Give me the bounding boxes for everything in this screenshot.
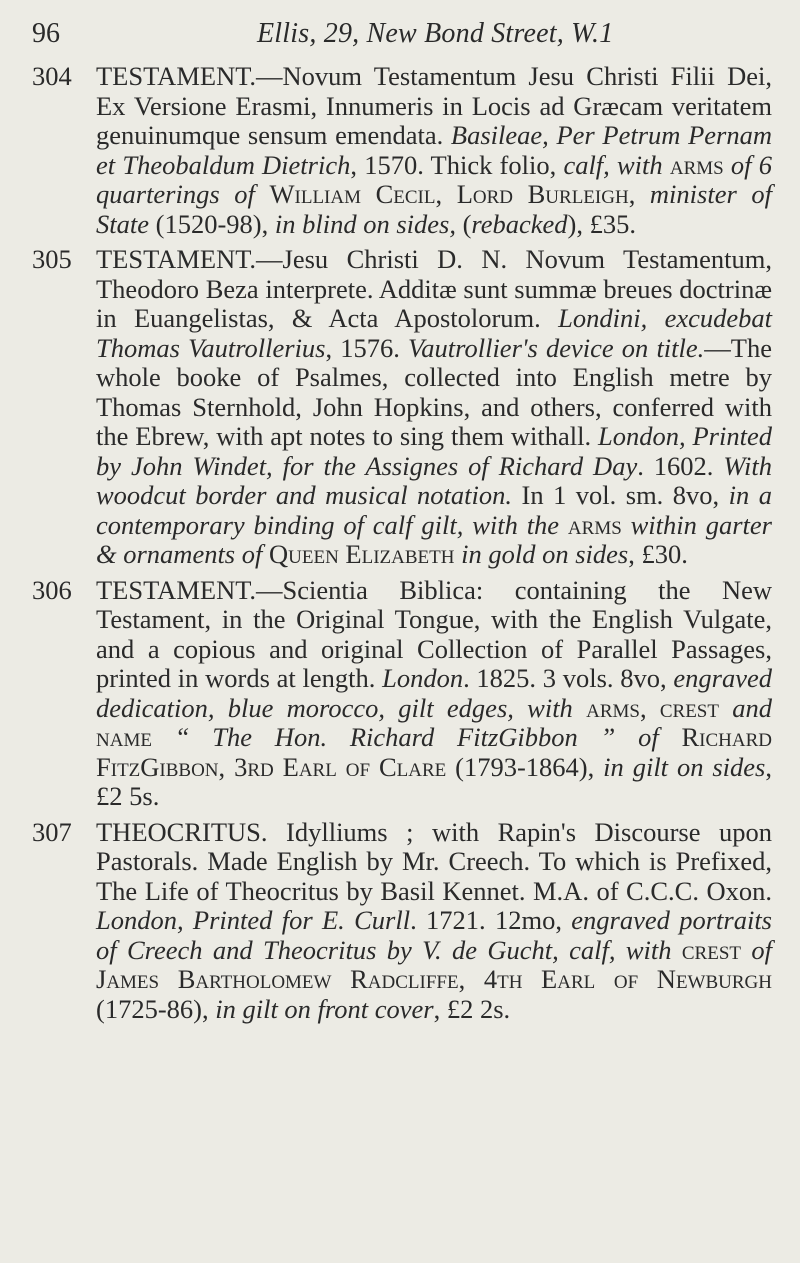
entry-description <box>96 245 772 570</box>
catalogue-entry <box>32 576 772 812</box>
description-segment: London <box>382 663 464 693</box>
description-segment: James Bartholomew Radcliffe, 4th Earl of Newburgh <box>96 964 772 994</box>
description-segment: , £2 2s. <box>433 993 511 1024</box>
description-segment: of 6 quarterings of <box>96 149 772 209</box>
description-segment: (1793-1864), <box>446 751 604 782</box>
description-segment: in gilt on front cover <box>215 993 434 1024</box>
lot-number: 304 <box>32 61 72 91</box>
description-segment: of <box>741 934 772 965</box>
description-segment: TESTAMENT.—Scientia Biblica: containing the New Testament, in the Original Tongue, with the English Vulgate, and a copious and original Collection of Parallel Passages, printed in words at length. <box>96 574 772 693</box>
page-number: 96 <box>32 18 60 49</box>
description-segment: . 1825. 3 vols. 8vo, <box>463 663 674 693</box>
description-segment: With woodcut border and musical notation. <box>96 450 772 510</box>
description-segment: London, Printed for E. Curll <box>96 905 411 935</box>
description-segment: within garter & ornaments of <box>96 509 772 569</box>
entry-description <box>96 576 772 812</box>
description-segment: in gold on sides <box>454 539 629 569</box>
description-segment: Basileae, Per Petrum Pernam et Theobaldum Dietrich <box>96 120 772 180</box>
description-segment: ), £35. <box>567 208 636 239</box>
description-segment: engraved portraits of Creech and Theocritus by V. de Gucht, calf, with <box>96 905 772 965</box>
catalogue-entries <box>32 62 772 1030</box>
description-segment: engraved dedication, blue morocco, gilt edges, with <box>96 663 772 723</box>
description-segment: THEOCRITUS. Idylliums ; with Rapin's Discourse upon Pastorals. Made English by Mr. Creech. To which is Prefixed, The Life of Theocritus by Basil Kennet. M.A. of C.C.C. Oxon. <box>96 816 772 906</box>
entry-description <box>96 62 772 239</box>
description-segment: Richard FitzGibbon, 3rd Earl of Clare <box>96 722 772 782</box>
description-segment: arms <box>669 149 724 180</box>
description-segment: in gilt on sides <box>603 751 766 782</box>
page-header <box>32 14 760 54</box>
description-segment: arms <box>567 509 622 540</box>
description-segment: “ The Hon. Richard FitzGibbon ” of <box>151 722 682 752</box>
lot-number: 306 <box>32 574 72 605</box>
description-segment: London, Printed by John Windet, for the Assignes of Richard Day <box>96 421 772 481</box>
description-segment: crest <box>681 934 741 965</box>
description-segment: , <box>628 179 650 209</box>
catalogue-entry <box>32 245 772 570</box>
description-segment: and <box>718 692 773 723</box>
lot-number: 307 <box>32 816 72 847</box>
description-segment: (1725-86), <box>96 993 216 1024</box>
catalogue-entry <box>32 818 772 1025</box>
description-segment: Queen Elizabeth <box>269 539 455 569</box>
description-segment: minister of State <box>96 179 773 239</box>
description-segment: —The whole booke of Psalmes, collected into English metre by Thomas Sternhold, John Hopkins, and others, conferred with the Ebrew, with apt notes to sing them withall. <box>96 332 772 451</box>
description-segment: TESTAMENT.—Jesu Christi D. N. Novum Testamentum, Theodoro Beza interprete. Additæ sunt summæ breues doctrinæ in Euangelistas, & Acta Apostolorum. <box>96 244 772 333</box>
running-head: Ellis, 29, New Bond Street, W.1 <box>257 18 614 49</box>
description-segment: in a contemporary binding of calf gilt, with the <box>96 480 772 540</box>
description-segment: arms, crest <box>586 692 719 723</box>
description-segment: rebacked <box>471 208 568 239</box>
description-segment: , 1576. <box>325 332 409 363</box>
description-segment: William Cecil, Lord Burleigh <box>269 179 629 209</box>
entry-description <box>96 818 772 1025</box>
description-segment: , £2 5s. <box>96 751 772 811</box>
description-segment: in blind on sides, <box>274 208 456 239</box>
description-segment: Londini, excudebat Thomas Vautrollerius <box>96 303 773 363</box>
description-segment: . 1721. 12mo, <box>410 905 572 935</box>
description-segment: Vautrollier's device on title. <box>408 332 705 363</box>
description-segment: , £30. <box>628 539 688 569</box>
description-segment: ( <box>455 208 472 239</box>
description-segment: , 1570. Thick folio, <box>350 149 564 180</box>
description-segment: calf, with <box>563 149 670 180</box>
description-segment: name <box>96 722 152 752</box>
description-segment: . 1602. <box>637 450 724 481</box>
description-segment: In 1 vol. sm. 8vo, <box>512 480 729 510</box>
lot-number: 305 <box>32 244 72 274</box>
catalogue-entry <box>32 62 772 239</box>
description-segment: (1520-98), <box>149 208 275 239</box>
description-segment: TESTAMENT.—Novum Testamentum Jesu Christi Filii Dei, Ex Versione Erasmi, Innumeris in Locis ad Græcam veritatem genuinumque sensum emendata. <box>96 61 772 150</box>
